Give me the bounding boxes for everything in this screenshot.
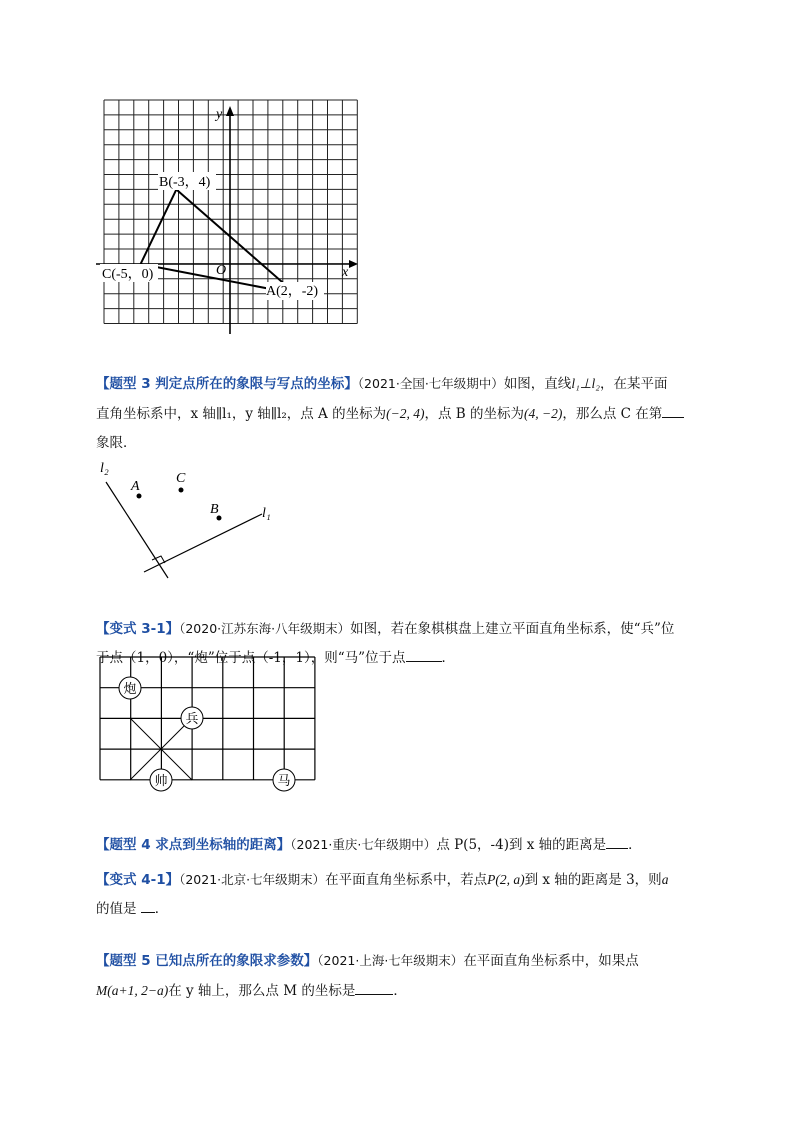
A-label: A bbox=[131, 479, 140, 494]
v31-answer-blank[interactable] bbox=[406, 647, 442, 662]
point-C-dot bbox=[179, 488, 184, 493]
q3-tag: 【题型 3 判定点所在的象限与写点的坐标】 bbox=[96, 376, 358, 392]
piece-bing-label: 兵 bbox=[185, 712, 199, 727]
piece-shuai bbox=[150, 769, 172, 791]
perpendicular-lines-figure bbox=[96, 458, 286, 583]
q3-source: （2021·全国·七年级期中） bbox=[357, 376, 504, 391]
line-l1 bbox=[144, 514, 262, 572]
q4-text: 点 P(5，-4)到 x 轴的距离是 bbox=[436, 837, 607, 853]
q3-line3: 象限． bbox=[96, 435, 137, 451]
q5-source: （2021·上海·七年级期末） bbox=[317, 953, 464, 968]
q3-line1-tail: ，在某平面 bbox=[599, 376, 668, 392]
q4-answer-blank[interactable] bbox=[606, 834, 628, 849]
piece-ma-label: 马 bbox=[277, 774, 291, 789]
piece-pao-label: 炮 bbox=[123, 682, 137, 697]
x-axis-label: x bbox=[342, 265, 349, 280]
v31-period: ． bbox=[441, 650, 456, 666]
q5-line2-b: 在 y 轴上，那么点 M 的坐标是 bbox=[168, 983, 356, 999]
piece-ma bbox=[273, 769, 295, 791]
board-grid bbox=[100, 657, 315, 780]
piece-pao bbox=[119, 677, 141, 699]
v41-tag: 【变式 4-1】 bbox=[96, 872, 180, 888]
v31-line2: 于点（1，0），“炮”位于点（-1，1），则“马”位于点 bbox=[96, 650, 406, 666]
v41-variable: a bbox=[661, 872, 669, 887]
point-C-label: C(-5，0) bbox=[102, 267, 154, 282]
v41-period: ． bbox=[154, 901, 169, 917]
point-A-dot bbox=[137, 494, 142, 499]
v41-line1-b: 到 x 轴的距离是 3，则 bbox=[524, 872, 662, 888]
v41-line2: 的值是 bbox=[96, 901, 137, 917]
q5-point-math: M(a+1, 2−a) bbox=[96, 983, 169, 998]
q5-answer-blank[interactable] bbox=[355, 980, 393, 995]
q5-line1: 在平面直角坐标系中，如果点 bbox=[463, 953, 639, 969]
q3-answer-blank[interactable] bbox=[662, 403, 684, 418]
piece-shuai-label: 帅 bbox=[154, 774, 168, 789]
point-B-label: B(-3，4) bbox=[159, 175, 211, 190]
question-5 bbox=[96, 946, 706, 1006]
point-A-label: A(2，-2) bbox=[266, 284, 319, 299]
q3-line2-d: ，那么点 C 在第 bbox=[562, 406, 663, 422]
q5-tag: 【题型 5 已知点所在的象限求参数】 bbox=[96, 953, 318, 969]
piece-bing bbox=[181, 707, 203, 729]
chess-board-figure bbox=[96, 654, 320, 796]
v31-tag: 【变式 3-1】 bbox=[96, 621, 180, 637]
axes bbox=[96, 110, 354, 334]
l2-label: l₂ bbox=[100, 461, 109, 476]
x-axis-arrow bbox=[349, 260, 358, 268]
v41-line1-a: 在平面直角坐标系中，若点 bbox=[325, 872, 488, 888]
C-label: C bbox=[176, 471, 186, 486]
l1-label: l₁ bbox=[262, 506, 271, 521]
y-axis-arrow bbox=[226, 106, 234, 116]
variant-4-1 bbox=[96, 865, 706, 924]
q3-line2-c: ，点 B 的坐标为 bbox=[424, 406, 524, 422]
q3-perpendicular-math: l₁⊥l₂ bbox=[571, 376, 600, 391]
q5-period: ． bbox=[393, 983, 407, 999]
v31-source: （2020·江苏东海·八年级期末） bbox=[179, 621, 351, 636]
q4-source: （2021·重庆·七年级期中） bbox=[290, 837, 437, 852]
q3-line1-text: 如图，直线 bbox=[503, 376, 572, 392]
q4-tag: 【题型 4 求点到坐标轴的距离】 bbox=[96, 837, 291, 853]
origin-label: O bbox=[216, 263, 227, 278]
coordinate-grid-figure bbox=[96, 96, 366, 341]
q3-line2-b: x 轴∥l₁，y 轴∥l₂，点 A 的坐标为 bbox=[190, 406, 387, 422]
question-4 bbox=[96, 830, 706, 860]
q3-coord-B: (4, −2) bbox=[523, 406, 563, 421]
q3-coord-A: (−2, 4) bbox=[386, 406, 425, 421]
v41-answer-blank[interactable] bbox=[141, 898, 155, 913]
y-axis-label: y bbox=[216, 107, 223, 122]
v41-source: （2021·北京·七年级期末） bbox=[179, 872, 326, 887]
question-3 bbox=[96, 369, 706, 458]
q4-period: ． bbox=[628, 837, 642, 853]
v41-point-math: P(2, a) bbox=[487, 872, 525, 887]
v31-line1: 如图，若在象棋棋盘上建立平面直角坐标系，使“兵”位 bbox=[350, 621, 675, 637]
q3-line2-a: 直角坐标系中， bbox=[96, 406, 191, 422]
B-label: B bbox=[210, 502, 219, 517]
